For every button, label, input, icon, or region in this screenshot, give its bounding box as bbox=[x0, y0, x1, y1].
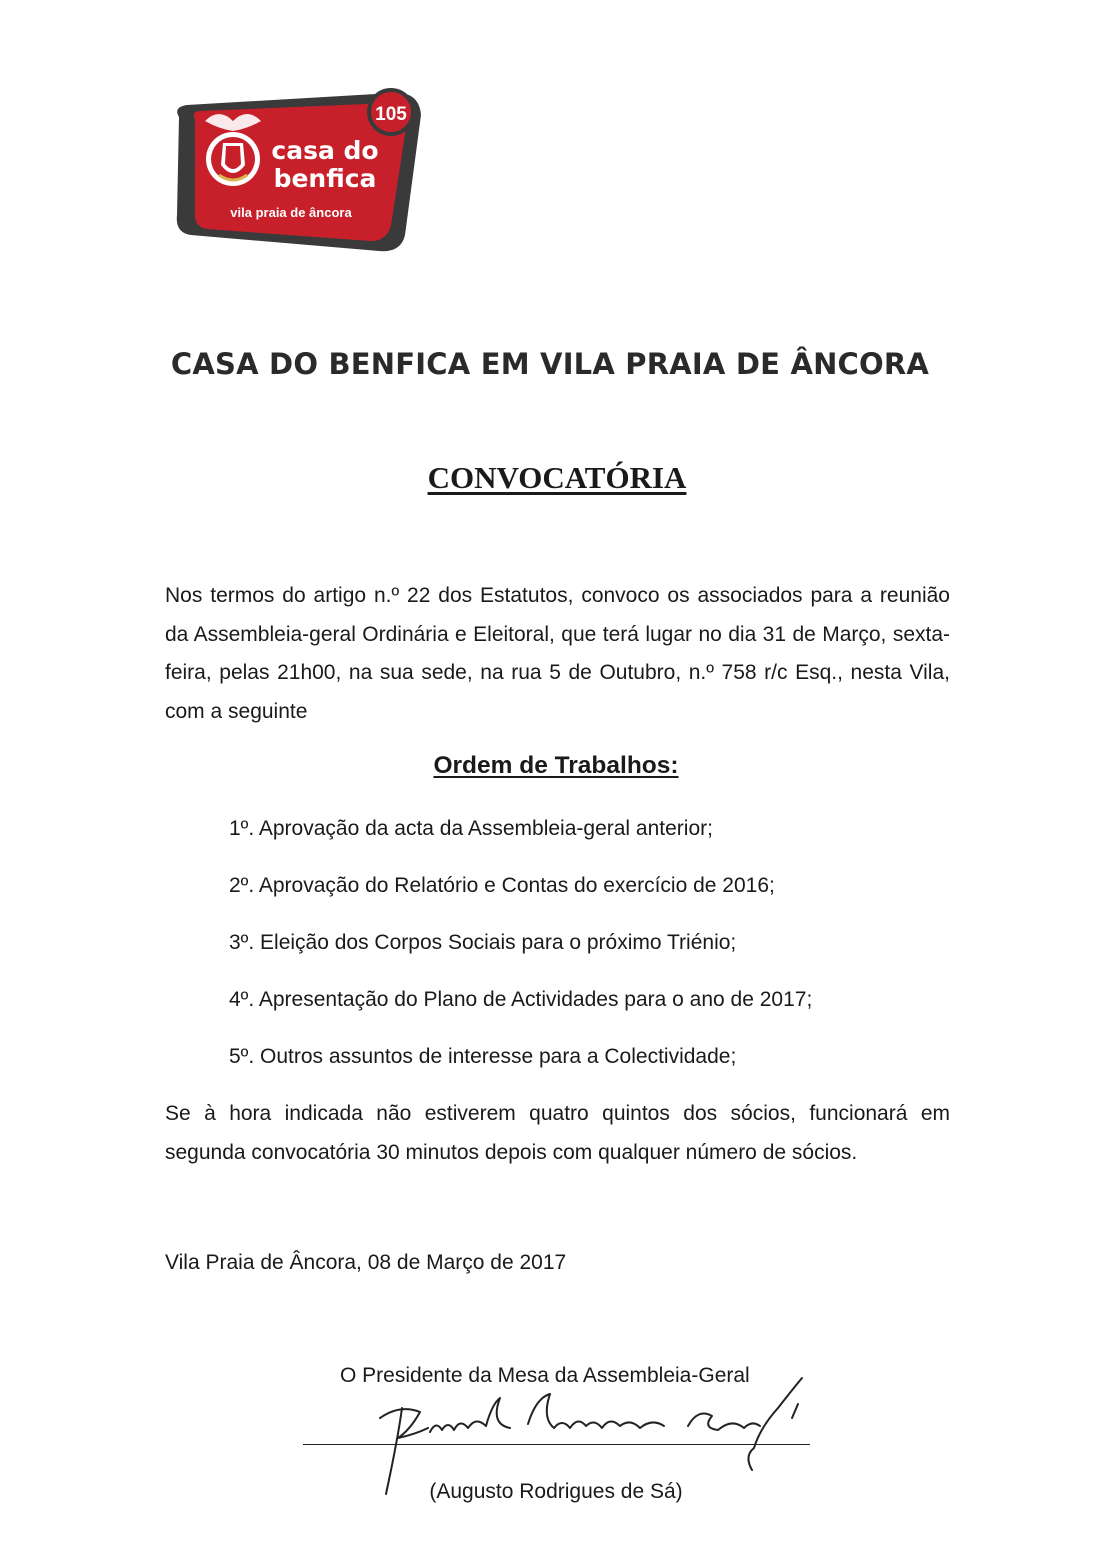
logo-location: vila praia de âncora bbox=[230, 205, 352, 220]
handwritten-signature bbox=[340, 1368, 820, 1498]
agenda-heading: Ordem de Trabalhos: bbox=[433, 752, 679, 779]
eagle-crest-icon bbox=[205, 114, 261, 186]
document-title: CONVOCATÓRIA bbox=[427, 460, 687, 495]
logo-graphic bbox=[165, 85, 427, 257]
agenda-item: 4º. Apresentação do Plano de Actividades para o ano de 2017; bbox=[229, 988, 813, 1011]
logo-name-line2: benfica bbox=[273, 164, 377, 193]
closing-paragraph: Se à hora indicada não estiverem quatro quintos dos sócios, funcionará em segunda convocatória 30 minutos depois com qualquer número de sócios. bbox=[165, 1102, 950, 1164]
signer-role: O Presidente da Mesa da Assembleia-Geral bbox=[340, 1364, 750, 1387]
casa-do-benfica-logo bbox=[165, 85, 427, 257]
logo-badge-number: 105 bbox=[375, 104, 407, 125]
intro-paragraph: Nos termos do artigo n.º 22 dos Estatutos, convoco os associados para a reunião da Assembleia-geral Ordinária e Eleitoral, que terá lugar no dia 31 de Março, sexta-feira, pelas 21h00, na sua sede, na rua 5 de Outubro, n.º 758 r/c Esq., nesta Vila, com a seguinte bbox=[165, 584, 950, 723]
agenda-list bbox=[229, 812, 949, 1097]
agenda-item: 2º. Aprovação do Relatório e Contas do exercício de 2016; bbox=[229, 874, 775, 897]
agenda-item: 5º. Outros assuntos de interesse para a Colectividade; bbox=[229, 1045, 737, 1068]
agenda-item: 1º. Aprovação da acta da Assembleia-geral anterior; bbox=[229, 817, 713, 840]
logo-name-line1: casa do bbox=[271, 136, 379, 165]
place-date: Vila Praia de Âncora, 08 de Março de 2017 bbox=[165, 1251, 567, 1274]
signer-name: (Augusto Rodrigues de Sá) bbox=[429, 1480, 683, 1503]
organization-title: CASA DO BENFICA EM VILA PRAIA DE ÂNCORA bbox=[170, 347, 930, 381]
agenda-item: 3º. Eleição dos Corpos Sociais para o próximo Triénio; bbox=[229, 931, 737, 954]
